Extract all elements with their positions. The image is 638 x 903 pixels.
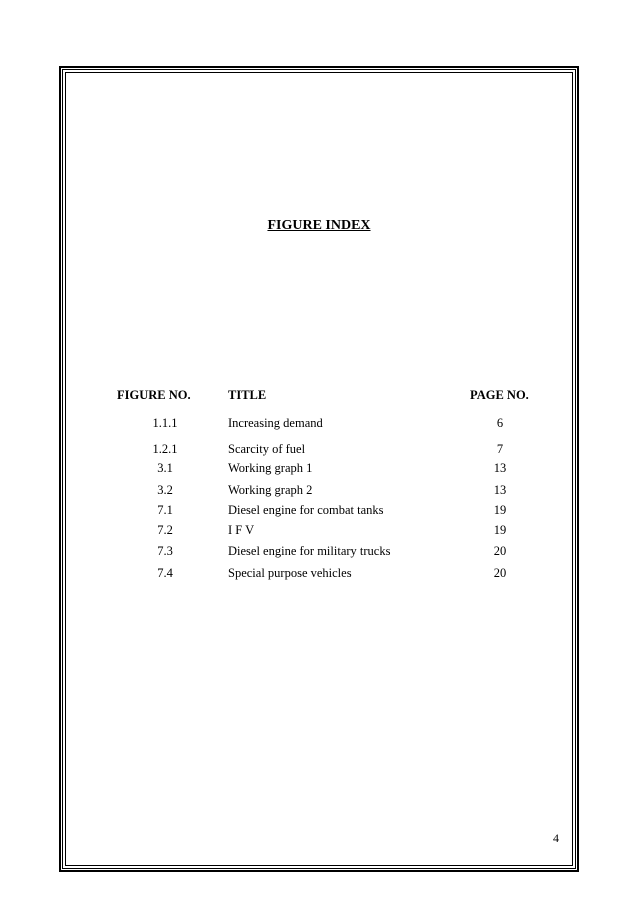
figure-title: Working graph 1 (228, 461, 313, 475)
figure-title: Diesel engine for combat tanks (228, 503, 384, 517)
table-row (0, 566, 638, 584)
figure-page: 20 (493, 544, 507, 558)
figure-page: 19 (493, 523, 507, 537)
table-row (0, 503, 638, 521)
figure-title: I F V (228, 523, 255, 537)
figure-title: Increasing demand (228, 416, 323, 430)
figure-number: 7.4 (157, 566, 173, 580)
header-page-no: PAGE NO. (470, 388, 529, 402)
figure-number: 7.1 (157, 503, 173, 517)
table-row (0, 483, 638, 501)
table-row (0, 416, 638, 434)
figure-number: 7.2 (157, 523, 173, 537)
figure-number: 1.1.1 (152, 416, 178, 430)
header-title: TITLE (228, 388, 267, 402)
figure-page: 7 (496, 442, 504, 456)
header-figure-no: FIGURE NO. (117, 388, 191, 402)
figure-page: 6 (496, 416, 504, 430)
figure-page: 19 (493, 503, 507, 517)
figure-title: Working graph 2 (228, 483, 313, 497)
table-row (0, 544, 638, 562)
figure-title: Special purpose vehicles (228, 566, 352, 580)
figure-number: 7.3 (157, 544, 173, 558)
table-row (0, 523, 638, 541)
figure-page: 13 (493, 461, 507, 475)
figure-page: 20 (493, 566, 507, 580)
figure-number: 3.2 (157, 483, 173, 497)
table-row (0, 461, 638, 479)
figure-title: Scarcity of fuel (228, 442, 306, 456)
figure-number: 1.2.1 (152, 442, 178, 456)
figure-number: 3.1 (157, 461, 173, 475)
table-row (0, 442, 638, 460)
figure-title: Diesel engine for military trucks (228, 544, 391, 558)
page-title: FIGURE INDEX (267, 218, 371, 233)
figure-page: 13 (493, 483, 507, 497)
page-number: 4 (553, 831, 559, 845)
